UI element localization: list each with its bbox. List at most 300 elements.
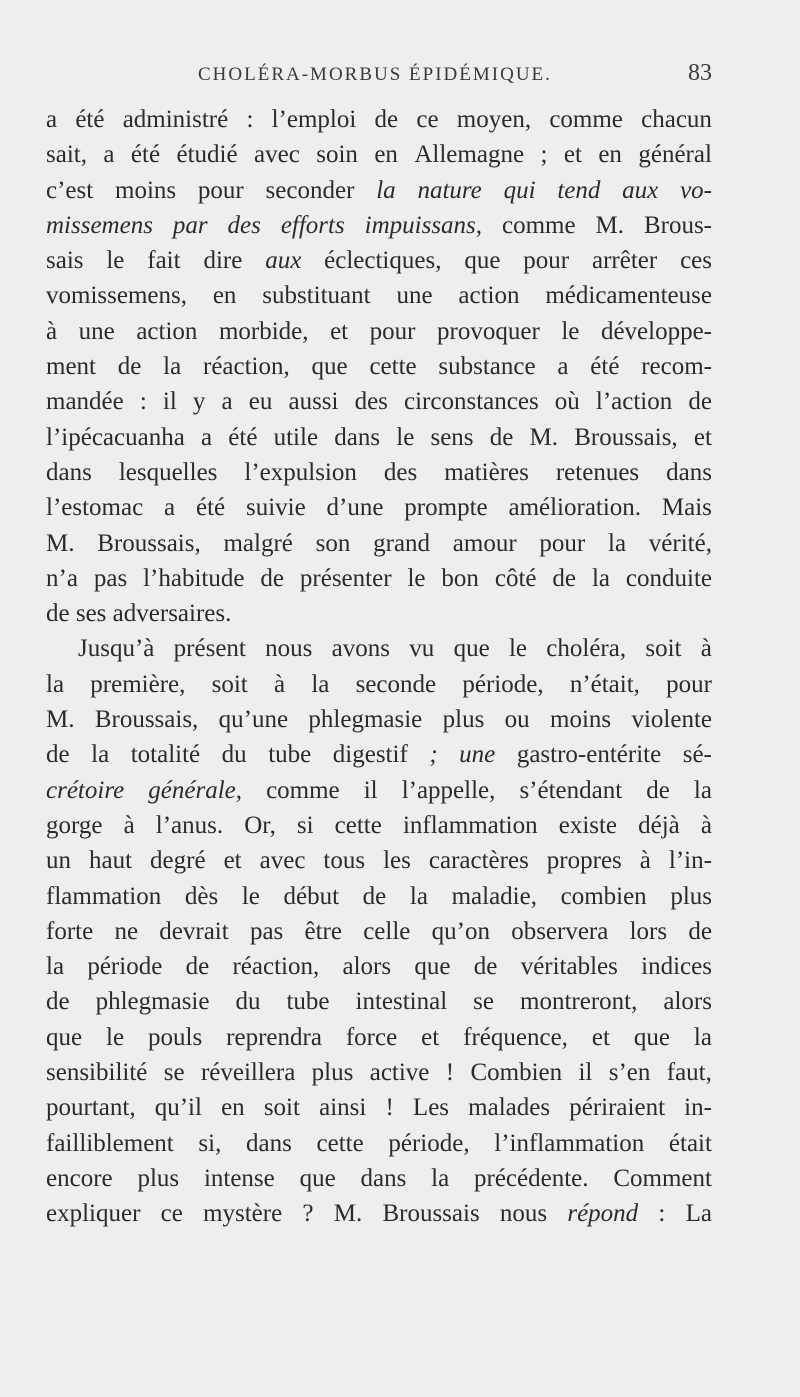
word: M. <box>529 423 559 451</box>
word: Jusqu’à <box>78 635 155 663</box>
running-title: CHOLÉRA-MORBUS ÉPIDÉMIQUE. <box>198 64 552 85</box>
word: le <box>106 247 125 275</box>
word: a <box>46 106 58 133</box>
word: et <box>591 1023 610 1051</box>
word: période, <box>462 670 544 698</box>
word: de <box>688 388 712 416</box>
word: et <box>693 423 712 451</box>
word: phlegmasie <box>308 706 423 734</box>
word: de <box>473 953 498 981</box>
word: adversaires. <box>112 600 232 628</box>
word: réaction, <box>203 353 290 381</box>
word: provoquer <box>437 317 540 345</box>
word: vu <box>409 635 435 663</box>
word: M. <box>46 529 75 557</box>
word: aux <box>265 247 302 275</box>
word: ce <box>416 106 439 133</box>
word: montreront, <box>520 988 638 1016</box>
text-line <box>46 561 712 596</box>
word: si, <box>198 1129 222 1157</box>
word: a <box>103 141 115 169</box>
word: que <box>414 953 451 981</box>
word: violente <box>631 706 712 734</box>
word: la <box>608 529 627 557</box>
word: soin <box>316 141 358 169</box>
text-line <box>46 102 712 137</box>
word: circonstances <box>404 388 539 416</box>
word: l’habitude <box>143 564 245 592</box>
word: il <box>363 776 378 804</box>
word: début <box>283 882 340 910</box>
text-line <box>46 773 712 808</box>
word: véritables <box>520 953 618 981</box>
word: de <box>46 741 70 769</box>
word: ainsi <box>319 1094 367 1122</box>
word: n’était, <box>569 670 640 698</box>
word: le <box>561 317 580 345</box>
word: vérité, <box>648 529 712 557</box>
word: le <box>508 635 527 663</box>
word: M. <box>595 211 624 239</box>
word: plus <box>137 1164 180 1192</box>
word: périraient <box>569 1094 666 1122</box>
word: l’appelle, <box>401 776 496 804</box>
word: ce <box>160 1200 183 1228</box>
word: comme <box>501 211 576 239</box>
word: il <box>578 1059 593 1087</box>
word: fréquence, <box>463 1023 568 1051</box>
word: été <box>75 106 105 133</box>
word: ou <box>504 706 530 734</box>
word: été <box>130 141 161 169</box>
word: Brous- <box>643 211 712 239</box>
word: alors <box>342 953 392 981</box>
word: la <box>693 776 712 804</box>
word: une <box>459 741 496 769</box>
word: qu’on <box>431 917 490 945</box>
word: général <box>638 141 712 169</box>
word: précédente. <box>474 1164 589 1192</box>
word: s’en <box>608 1059 651 1087</box>
text-line <box>46 843 712 878</box>
word: bon <box>441 564 479 592</box>
word: : <box>139 388 147 416</box>
word: à <box>700 635 712 663</box>
word: efforts <box>280 211 345 239</box>
text-line <box>46 879 712 914</box>
word: cette <box>334 811 382 839</box>
word: eu <box>248 388 273 416</box>
word: failliblement <box>46 1129 174 1157</box>
word: que <box>464 247 501 275</box>
word: existe <box>558 811 618 839</box>
word: à <box>273 670 286 698</box>
text-line <box>46 808 712 843</box>
word: inflammation <box>402 811 538 839</box>
word: période <box>87 953 163 981</box>
word: soit <box>211 670 248 698</box>
word: a <box>557 353 569 381</box>
word: recom- <box>641 353 712 381</box>
word: seconder <box>265 176 355 204</box>
word: la <box>431 1164 450 1192</box>
word: tube <box>286 988 330 1016</box>
word: substituant <box>262 282 371 310</box>
word: de <box>46 600 76 628</box>
word: comme <box>266 776 340 804</box>
word: à <box>46 317 58 345</box>
word: degré <box>150 847 206 875</box>
word: avons <box>331 635 390 663</box>
text-line <box>46 278 712 313</box>
word: avec <box>259 847 306 875</box>
word: l’in- <box>668 847 712 875</box>
word: la <box>693 1023 712 1051</box>
text-line <box>46 1055 712 1090</box>
word: propres <box>546 847 622 875</box>
word: Comment <box>613 1164 712 1192</box>
word: administré <box>122 106 229 133</box>
word: le <box>106 1023 125 1051</box>
word: se <box>163 1059 185 1087</box>
word: l’emploi <box>271 106 357 133</box>
word: que <box>46 1023 83 1051</box>
word: étudié <box>176 141 238 169</box>
word: nous <box>265 635 313 663</box>
word: le <box>241 882 260 910</box>
word: à <box>639 847 651 875</box>
word: a <box>164 494 176 522</box>
word: ? <box>302 1200 314 1228</box>
word: dans <box>666 458 712 486</box>
word: plus <box>670 882 712 910</box>
word: pour <box>197 176 244 204</box>
word: ; <box>540 141 548 169</box>
text-line <box>46 1020 712 1055</box>
word: malgré <box>223 529 293 557</box>
text-line <box>46 1161 712 1196</box>
word: répond <box>567 1200 639 1228</box>
word: des <box>354 388 388 416</box>
word: Broussais, <box>574 423 678 451</box>
word: éclectiques, <box>324 247 442 275</box>
word: pourtant, <box>46 1094 136 1122</box>
body-text <box>46 102 712 1232</box>
word: plus <box>311 1059 354 1087</box>
word: phlegmasie <box>95 988 210 1016</box>
word: gorge <box>46 811 103 839</box>
word: missemens <box>46 211 153 239</box>
text-line <box>46 631 712 666</box>
word: une <box>78 317 115 345</box>
word: et <box>330 317 349 345</box>
word: de <box>185 953 210 981</box>
word: : <box>246 106 254 133</box>
text-line <box>46 490 712 525</box>
word: la <box>591 564 610 592</box>
word: aux <box>622 176 659 204</box>
text-line <box>46 1126 712 1161</box>
word: amour <box>452 529 517 557</box>
text-line <box>46 984 712 1019</box>
word: et <box>421 1023 440 1051</box>
word: été <box>195 494 226 522</box>
text-line <box>46 1196 712 1231</box>
word: sens <box>430 423 474 451</box>
text-line <box>46 349 712 384</box>
word: été <box>590 353 620 381</box>
word: du <box>221 741 247 769</box>
word: indices <box>641 953 712 981</box>
word: crétoire <box>46 776 125 804</box>
word: utile <box>273 423 319 451</box>
word: était <box>668 1129 712 1157</box>
word: choléra, <box>546 635 627 663</box>
text-line <box>46 208 712 243</box>
word: faut, <box>666 1059 712 1087</box>
word: retenues <box>555 458 640 486</box>
word: pour <box>666 670 712 698</box>
word: se <box>473 988 494 1016</box>
word: le <box>407 564 426 592</box>
word: vomissemens, <box>46 282 187 310</box>
word: morbide, <box>218 317 309 345</box>
word: sais <box>46 247 84 275</box>
word: de <box>374 106 399 133</box>
word: déjà <box>638 811 680 839</box>
word: être <box>304 917 342 945</box>
word: la <box>163 353 182 381</box>
text-line <box>46 949 712 984</box>
word: par <box>172 211 208 239</box>
word: ! <box>445 1059 455 1087</box>
word: sé- <box>682 741 712 769</box>
word: de <box>552 564 577 592</box>
word: la <box>311 670 330 698</box>
word: pas <box>93 564 128 592</box>
word: en <box>598 141 622 169</box>
word: dans <box>246 1129 292 1157</box>
word: Combien <box>470 1059 563 1087</box>
word: les <box>383 847 411 875</box>
word: de <box>117 353 142 381</box>
word: ment <box>46 353 96 381</box>
text-line <box>46 243 712 278</box>
word: Broussais <box>382 1200 480 1228</box>
word: de <box>260 564 284 592</box>
word: caractères <box>428 847 529 875</box>
word: mystère <box>203 1200 283 1228</box>
word: in- <box>684 1094 712 1122</box>
word: à <box>700 811 712 839</box>
word: matières <box>444 458 529 486</box>
word: de <box>489 423 514 451</box>
word: active <box>369 1059 430 1087</box>
word: action <box>136 317 198 345</box>
word: où <box>554 388 580 416</box>
word: réaction, <box>232 953 320 981</box>
word: devrait <box>159 917 229 945</box>
word: sensibilité <box>46 1059 148 1087</box>
text-line <box>46 420 712 455</box>
word: une <box>396 282 433 310</box>
word: grand <box>373 529 431 557</box>
word: et <box>223 847 242 875</box>
word: aussi <box>288 388 339 416</box>
word: en <box>374 141 398 169</box>
word: suivie <box>245 494 306 522</box>
word: générale, <box>148 776 242 804</box>
word: la <box>46 670 65 698</box>
word: que <box>453 635 490 663</box>
word: mandée <box>46 388 124 416</box>
word: intense <box>203 1164 275 1192</box>
word: dans <box>46 458 92 486</box>
word: lesquelles <box>118 458 218 486</box>
word: encore <box>46 1164 113 1192</box>
word: celle <box>363 917 411 945</box>
word: du <box>235 988 261 1016</box>
word: ; <box>429 741 438 769</box>
word: pour <box>523 247 570 275</box>
word: cette <box>316 1129 364 1157</box>
word: M. <box>46 706 75 734</box>
word: n’a <box>46 564 78 592</box>
word: il <box>162 388 177 416</box>
word: ! <box>385 1094 394 1122</box>
word: alors <box>663 988 712 1016</box>
word: conduite <box>625 564 712 592</box>
word: M. <box>333 1200 363 1228</box>
word: ne <box>114 917 139 945</box>
word: y <box>192 388 206 416</box>
word: maladie, <box>451 882 537 910</box>
word: à <box>123 811 135 839</box>
word: dès <box>184 882 219 910</box>
word: moins <box>550 706 612 734</box>
word: Mais <box>661 494 712 522</box>
word: et <box>563 141 582 169</box>
word: qu’il <box>154 1094 202 1122</box>
word: la <box>46 953 65 981</box>
word: qui <box>503 176 536 204</box>
word: la <box>91 741 110 769</box>
word: pouls <box>148 1023 203 1051</box>
text-line <box>46 455 712 490</box>
word: prompte <box>404 494 488 522</box>
word: arrêter <box>591 247 658 275</box>
word: Broussais, <box>97 529 201 557</box>
word: combien <box>560 882 647 910</box>
word: période, <box>388 1129 470 1157</box>
word: totalité <box>130 741 201 769</box>
word: la <box>409 882 428 910</box>
word: présent <box>173 635 246 663</box>
word: l’action <box>595 388 673 416</box>
word: a <box>200 423 213 451</box>
word: force <box>345 1023 398 1051</box>
word: des <box>227 211 261 239</box>
word: forte <box>46 917 94 945</box>
word: : <box>658 1200 666 1228</box>
word: La <box>685 1200 712 1228</box>
word: été <box>228 423 258 451</box>
word: tend <box>557 176 601 204</box>
word: que <box>299 1164 336 1192</box>
word: développe- <box>600 317 712 345</box>
word: première, <box>90 670 186 698</box>
word: sait, <box>46 141 87 169</box>
text-line <box>46 384 712 419</box>
word: Broussais, <box>94 706 199 734</box>
word: de <box>362 882 387 910</box>
text-line <box>46 596 712 631</box>
word: ses <box>75 600 113 628</box>
word: reprendra <box>226 1023 322 1051</box>
word: a <box>221 388 233 416</box>
word: gastro-entérite <box>516 741 662 769</box>
word: de <box>646 776 670 804</box>
page-number: 83 <box>688 60 712 86</box>
word: soit <box>645 635 682 663</box>
text-line <box>46 1090 712 1125</box>
word: ces <box>680 247 712 275</box>
text-line <box>46 314 712 349</box>
word: que <box>311 353 348 381</box>
word: médicamenteuse <box>545 282 712 310</box>
word: présenter <box>299 564 392 592</box>
word: de <box>688 917 712 945</box>
word: dans <box>360 1164 407 1192</box>
word: son <box>315 529 351 557</box>
word: malades <box>468 1094 551 1122</box>
text-line <box>46 914 712 949</box>
word: le <box>396 423 415 451</box>
word: que <box>633 1023 670 1051</box>
text-line <box>46 737 712 772</box>
word: l’estomac <box>46 494 144 522</box>
word: Or, <box>244 811 276 839</box>
word: substance <box>438 353 536 381</box>
word: soit <box>263 1094 300 1122</box>
word: s’étendant <box>519 776 623 804</box>
word: d’une <box>326 494 384 522</box>
word: expliquer <box>46 1200 141 1228</box>
word: l’ipécacuanha <box>46 423 185 451</box>
word: l’anus. <box>155 811 224 839</box>
word: seconde <box>355 670 437 698</box>
word: chacun <box>641 106 712 133</box>
word: en <box>212 282 237 310</box>
word: pour <box>539 529 586 557</box>
word: digestif <box>332 741 408 769</box>
text-line <box>46 702 712 737</box>
word: l’inflammation <box>494 1129 645 1157</box>
word: côté <box>494 564 537 592</box>
word: en <box>221 1094 245 1122</box>
word: c’est <box>46 176 94 204</box>
word: dans <box>334 423 381 451</box>
word: de <box>46 988 70 1016</box>
word: cette <box>369 353 417 381</box>
word: un <box>46 847 71 875</box>
word: moins <box>115 176 177 204</box>
word: action <box>458 282 520 310</box>
word: nature <box>417 176 482 204</box>
word: la <box>376 176 396 204</box>
word: lors <box>629 917 668 945</box>
text-line <box>46 526 712 561</box>
